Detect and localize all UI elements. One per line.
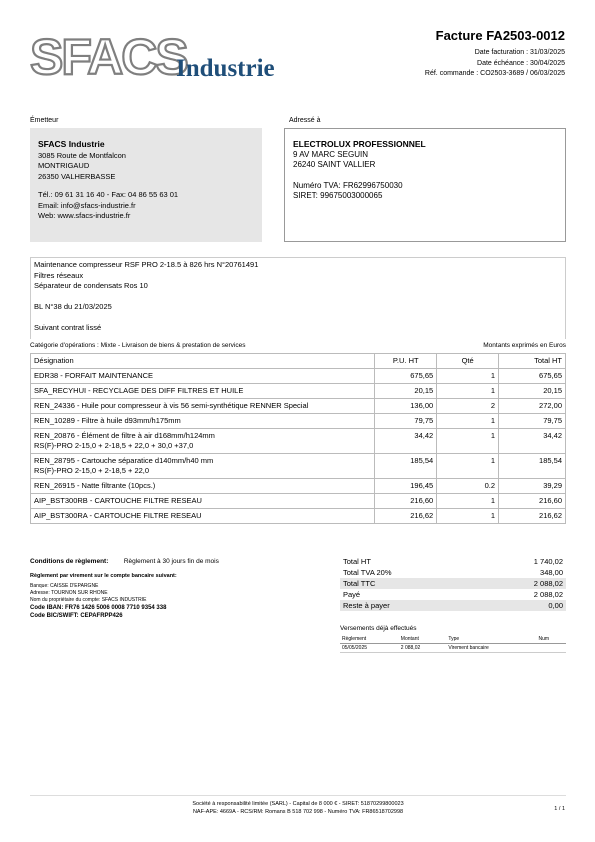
emetteur-name: SFACS Industrie — [38, 139, 105, 149]
table-row — [31, 479, 566, 494]
description-line: Filtres réseaux — [34, 270, 84, 280]
table-row — [31, 414, 566, 429]
emetteur-phone: Tél.: 09 61 31 16 40 - Fax: 04 86 55 63 01 — [38, 190, 179, 199]
total-value: 348,00 — [540, 568, 563, 577]
item-designation: AIP_BST300RB - CARTOUCHE FILTRE RESEAU — [34, 496, 202, 505]
iban: Code IBAN: FR76 1426 5006 0008 7710 9354 338 — [30, 605, 167, 611]
invoice-title: Facture FA2503-0012 — [435, 28, 565, 43]
date-facturation: Date facturation : 31/03/2025 — [474, 49, 565, 56]
total-value: 2 088,02 — [533, 579, 563, 588]
cell-pu: 216,60 — [375, 494, 437, 509]
description-line: BL N°38 du 21/03/2025 — [34, 302, 112, 311]
emetteur-email: Email: info@sfacs-industrie.fr — [38, 200, 136, 210]
vcol-reglement: Règlement — [340, 635, 399, 644]
versements-header-row — [340, 635, 566, 644]
col-total: Total HT — [499, 354, 566, 369]
total-row-reste — [340, 600, 566, 611]
items-table — [30, 353, 566, 524]
description-box — [30, 257, 566, 339]
cell-designation — [31, 369, 375, 384]
versement-date: 05/05/2025 — [340, 644, 399, 653]
total-label: Payé — [343, 590, 361, 599]
virement-label: Règlement par virement sur le compte bancaire suivant: — [30, 573, 177, 579]
cell-pu: 20,15 — [375, 384, 437, 399]
cell-pu: 34,42 — [375, 429, 437, 454]
col-pu: P.U. HT — [375, 354, 437, 369]
vcol-num: Num — [536, 635, 566, 644]
cell-qty: 1 — [437, 454, 499, 479]
destinataire-address-line: 9 AV MARC SEGUIN — [293, 149, 368, 159]
cell-qty: 2 — [437, 399, 499, 414]
item-designation: AIP_BST300RA - CARTOUCHE FILTRE RESEAU — [34, 511, 202, 520]
cell-pu: 79,75 — [375, 414, 437, 429]
versement-montant: 2 088,02 — [399, 644, 447, 653]
vcol-type: Type — [446, 635, 536, 644]
invoice-meta — [425, 48, 565, 80]
emetteur-address-line: MONTRIGAUD — [38, 161, 90, 170]
conditions-label: Conditions de règlement: — [30, 558, 109, 565]
cell-qty: 1 — [437, 414, 499, 429]
destinataire-siret: SIRET: 99675003000065 — [293, 191, 383, 200]
total-value: 2 088,02 — [533, 590, 563, 599]
cell-qty: 1 — [437, 429, 499, 454]
versement-row — [340, 644, 566, 653]
table-row — [31, 494, 566, 509]
item-designation: REN_24336 - Huile pour compresseur à vis 56 semi-synthétique RENNER Special — [34, 401, 309, 410]
cell-qty: 0.2 — [437, 479, 499, 494]
table-row — [31, 399, 566, 414]
emetteur-web: Web: www.sfacs-industrie.fr — [38, 211, 131, 220]
cell-total: 79,75 — [499, 414, 566, 429]
total-row-ttc — [340, 578, 566, 589]
table-row — [31, 369, 566, 384]
cell-pu: 675,65 — [375, 369, 437, 384]
footer — [30, 795, 566, 816]
table-header-row — [31, 354, 566, 369]
cell-designation — [31, 479, 375, 494]
description-line: Maintenance compresseur RSF PRO 2-18.5 à 826 hrs N°20761491 — [34, 260, 259, 269]
emetteur-box — [30, 128, 262, 242]
emetteur-label: Émetteur — [30, 117, 59, 124]
versement-num — [536, 644, 566, 653]
cell-total: 216,60 — [499, 494, 566, 509]
cell-total: 185,54 — [499, 454, 566, 479]
cell-designation — [31, 454, 375, 479]
col-designation: Désignation — [31, 354, 375, 369]
logo-sfacs: SFACS — [30, 29, 187, 85]
table-row — [31, 454, 566, 479]
company-logo — [30, 28, 290, 88]
category-text: Catégorie d'opérations : Mixte - Livraison de biens & prestation de services — [30, 342, 246, 349]
cell-total: 20,15 — [499, 384, 566, 399]
cell-qty: 1 — [437, 509, 499, 524]
account-owner: Nom du propriétaire du compte: SFACS INDUSTRIE — [30, 597, 147, 603]
footer-line2: NAF-APE: 4669A - RCS/RM: Romans B 518 702 998 - Numéro TVA: FR86518702998 — [192, 809, 404, 815]
destinataire-name: ELECTROLUX PROFESSIONNEL — [293, 139, 426, 149]
cell-total: 216,62 — [499, 509, 566, 524]
category-line — [30, 342, 566, 349]
table-row — [31, 429, 566, 454]
cell-total: 34,42 — [499, 429, 566, 454]
item-designation: REN_26915 - Natte filtrante (10pcs.) — [34, 481, 156, 490]
versements-block — [340, 625, 566, 653]
versement-type: Virement bancaire — [446, 644, 536, 653]
total-row-paye — [340, 589, 566, 600]
emetteur-address-line: 3085 Route de Montfalcon — [38, 150, 126, 160]
vcol-montant: Montant — [399, 635, 447, 644]
cell-designation — [31, 509, 375, 524]
item-designation: SFA_RECYHUI - RECYCLAGE DES DIFF FILTRES ET HUILE — [34, 386, 244, 395]
page-number: 1 / 1 — [554, 806, 565, 812]
item-detail: RS(F)-PRO 2-15,0 + 2-18,5 + 22,0 + 30,0 +37,0 — [34, 441, 194, 450]
item-designation: REN_20876 - Élément de filtre à air d168mm/h124mm — [34, 431, 215, 440]
total-row-ht — [340, 556, 566, 567]
total-label: Total TVA 20% — [343, 568, 392, 577]
totals-block — [340, 556, 566, 611]
cell-designation — [31, 384, 375, 399]
versements-table — [340, 635, 566, 653]
footer-line1: Société à responsabilité limitée (SARL) - Capital de 8 000 € - SIRET: 51870299800023 — [192, 801, 404, 807]
cell-pu: 216,62 — [375, 509, 437, 524]
table-row — [31, 384, 566, 399]
cell-total: 39,29 — [499, 479, 566, 494]
bic: Code BIC/SWIFT: CEPAFRPP426 — [30, 613, 123, 619]
total-label: Reste à payer — [343, 601, 390, 610]
total-label: Total TTC — [343, 579, 376, 588]
date-echeance: Date échéance : 30/04/2025 — [477, 59, 565, 67]
destinataire-box — [284, 128, 566, 242]
logo-graphic — [30, 28, 290, 88]
table-row — [31, 509, 566, 524]
emetteur-address-line: 26350 VALHERBASSE — [38, 171, 116, 181]
ref-commande: Réf. commande : CO2503-3689 / 06/03/2025 — [424, 70, 565, 77]
cell-designation — [31, 414, 375, 429]
conditions-value: Règlement à 30 jours fin de mois — [123, 558, 219, 565]
cell-designation — [31, 399, 375, 414]
total-row-tva — [340, 567, 566, 578]
item-detail: RS(F)-PRO 2-15,0 + 2-18,5 + 22,0 — [34, 466, 150, 475]
currency-note: Montants exprimés en Euros — [483, 342, 566, 349]
bank-address: Adresse: TOURNON SUR RHONE — [30, 590, 108, 596]
item-designation: EDR38 - FORFAIT MAINTENANCE — [34, 371, 154, 380]
versements-title: Versements déjà effectués — [340, 625, 417, 632]
total-value: 1 740,02 — [533, 557, 563, 566]
cell-qty: 1 — [437, 494, 499, 509]
cell-qty: 1 — [437, 369, 499, 384]
item-designation: REN_10289 - Filtre à huile d93mm/h175mm — [34, 416, 181, 425]
cell-pu: 196,45 — [375, 479, 437, 494]
total-value: 0,00 — [548, 601, 563, 610]
bank-name: Banque: CAISSE D'EPARGNE — [30, 583, 99, 589]
destinataire-address-line: 26240 SAINT VALLIER — [293, 160, 376, 169]
description-line: Séparateur de condensats Ros 10 — [34, 281, 148, 290]
destinataire-label: Adressé à — [289, 117, 321, 124]
cell-qty: 1 — [437, 384, 499, 399]
col-qty: Qté — [437, 354, 499, 369]
item-designation: REN_28795 - Cartouche séparatice d140mm/h40 mm — [34, 456, 214, 465]
description-line: Suivant contrat lissé — [34, 323, 102, 332]
cell-pu: 185,54 — [375, 454, 437, 479]
cell-designation — [31, 494, 375, 509]
cell-pu: 136,00 — [375, 399, 437, 414]
destinataire-tva: Numéro TVA: FR62996750030 — [293, 180, 403, 190]
cell-designation — [31, 429, 375, 454]
logo-industrie: Industrie — [176, 55, 275, 82]
total-label: Total HT — [343, 557, 371, 566]
payment-conditions — [30, 558, 330, 620]
cell-total: 272,00 — [499, 399, 566, 414]
cell-total: 675,65 — [499, 369, 566, 384]
